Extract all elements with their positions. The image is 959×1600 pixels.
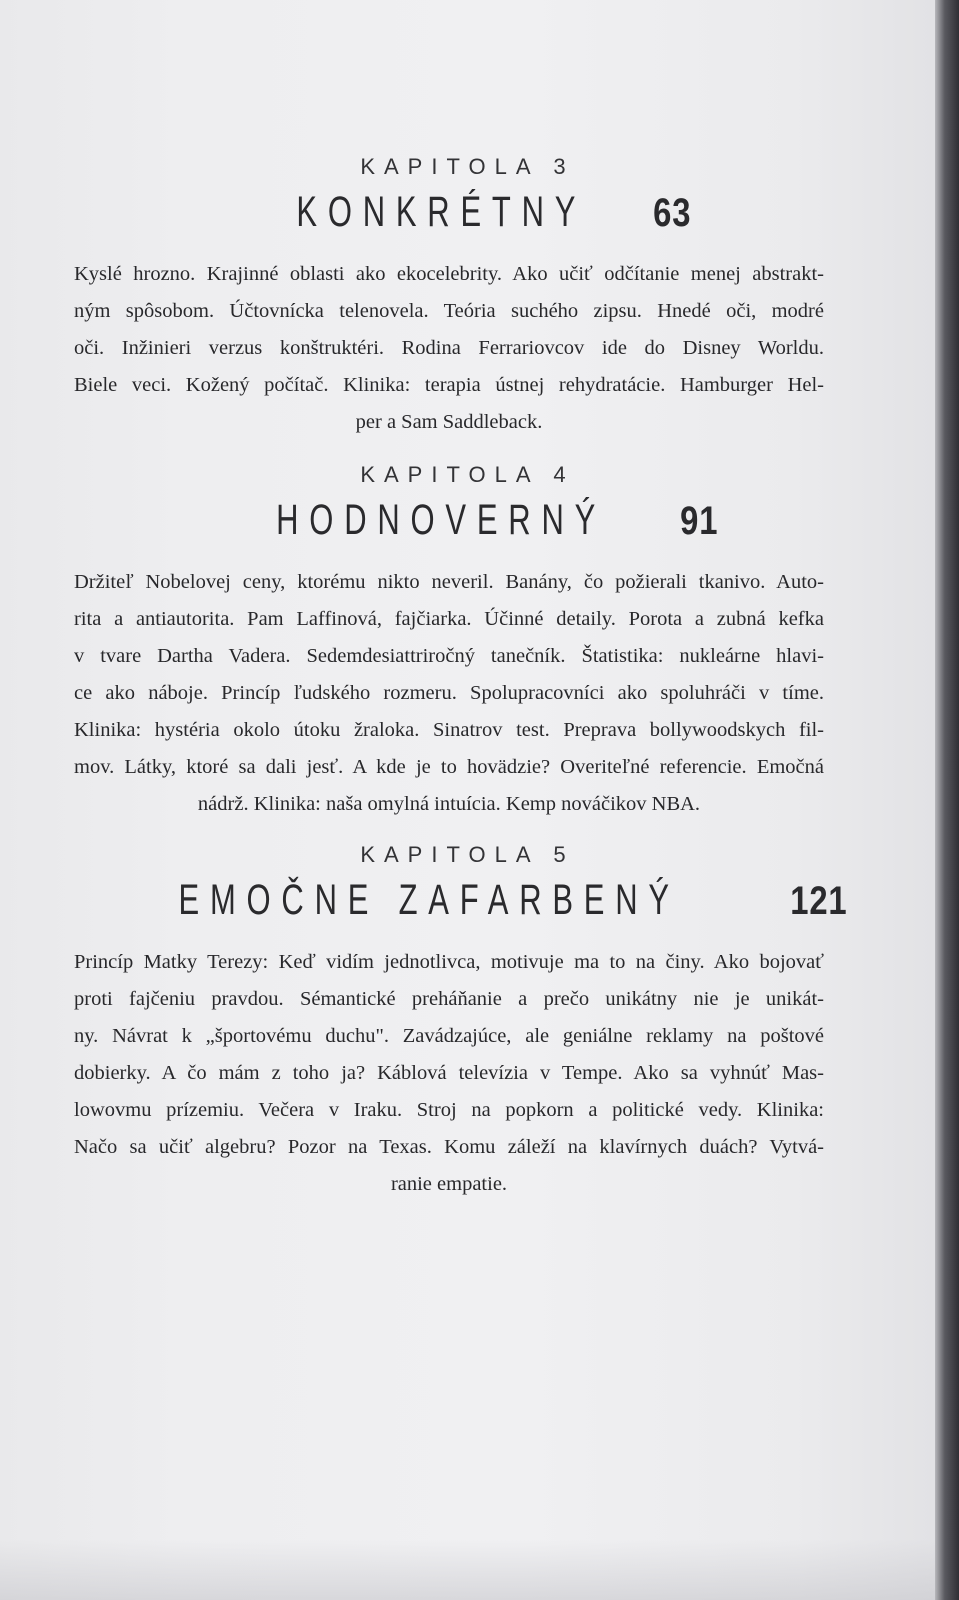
chapter-4-title — [0, 496, 935, 545]
summary-line: ny. Návrat k „športovému duchu". Zavádzajúce, ale geniálne reklamy na poštové — [74, 1025, 824, 1047]
summary-line: lowovmu prízemiu. Večera v Iraku. Stroj na popkorn a politické vedy. Klinika: — [74, 1099, 824, 1121]
chapter-4-summary — [74, 564, 824, 823]
summary-line: ce ako náboje. Princíp ľudského rozmeru. Spolupracovníci ako spoluhráči v tíme. — [74, 682, 824, 704]
summary-line: Kyslé hrozno. Krajinné oblasti ako ekocelebrity. Ako učiť odčítanie menej abstrakt- — [74, 263, 824, 285]
chapter-5-summary — [74, 944, 824, 1203]
chapter-5-label: KAPITOLA 5 — [360, 842, 575, 867]
chapter-4-label: KAPITOLA 4 — [360, 462, 575, 487]
page-bottom-shadow — [0, 1540, 935, 1600]
summary-line: proti fajčeniu pravdou. Sémantické preháňanie a prečo unikátny nie je unikát- — [74, 988, 824, 1010]
summary-line: mov. Látky, ktoré sa dali jesť. A kde je to hovädzie? Overiteľné referencie. Emočná — [74, 756, 824, 778]
summary-line: Biele veci. Kožený počítač. Klinika: terapia ústnej rehydratácie. Hamburger Hel- — [74, 374, 824, 396]
summary-line: Klinika: hystéria okolo útoku žraloka. Sinatrov test. Preprava bollywoodskych fil- — [74, 719, 824, 741]
summary-line: oči. Inžinieri verzus konštruktéri. Rodina Ferrariovcov ide do Disney Worldu. — [74, 337, 824, 359]
chapter-3-page-number: 63 — [652, 191, 691, 235]
summary-line: v tvare Dartha Vadera. Sedemdesiattriročný tanečník. Štatistika: nukleárne hlavi- — [74, 645, 824, 667]
summary-line: Princíp Matky Terezy: Keď vidím jednotlivca, motivuje ma to na činy. Ako bojovať — [74, 951, 824, 973]
chapter-4-title-text: HODNOVERNÝ — [276, 496, 607, 544]
chapter-3-label: KAPITOLA 3 — [360, 154, 575, 179]
summary-line: Načo sa učiť algebru? Pozor na Texas. Komu záleží na klavírnych duách? Vytvá- — [74, 1136, 824, 1158]
chapter-5-title — [0, 876, 935, 925]
chapter-5-page-number: 121 — [790, 879, 848, 923]
summary-line: per a Sam Saddleback. — [355, 411, 543, 433]
book-binding-edge — [935, 0, 959, 1600]
chapter-4-page-number: 91 — [680, 499, 719, 543]
chapter-3-title — [0, 188, 935, 237]
summary-line: rita a antiautorita. Pam Laffinová, fajčiarka. Účinné detaily. Porota a zubná kefka — [74, 608, 824, 630]
summary-line: nádrž. Klinika: naša omylná intuícia. Kemp nováčikov NBA. — [197, 793, 701, 815]
summary-line: ranie empatie. — [390, 1173, 508, 1195]
chapter-3-title-text: KONKRÉTNY — [296, 188, 587, 236]
chapter-5-title-text: EMOČNE ZAFARBENÝ — [178, 876, 681, 924]
summary-line: Držiteľ Nobelovej ceny, ktorému nikto neveril. Banány, čo požierali tkanivo. Auto- — [74, 571, 824, 593]
chapter-3-summary — [74, 256, 824, 441]
summary-line: dobierky. A čo mám z toho ja? Káblová televízia v Tempe. Ako sa vyhnúť Mas- — [74, 1062, 824, 1084]
summary-line: ným spôsobom. Účtovnícka telenovela. Teória suchého zipsu. Hnedé oči, modré — [74, 300, 824, 322]
